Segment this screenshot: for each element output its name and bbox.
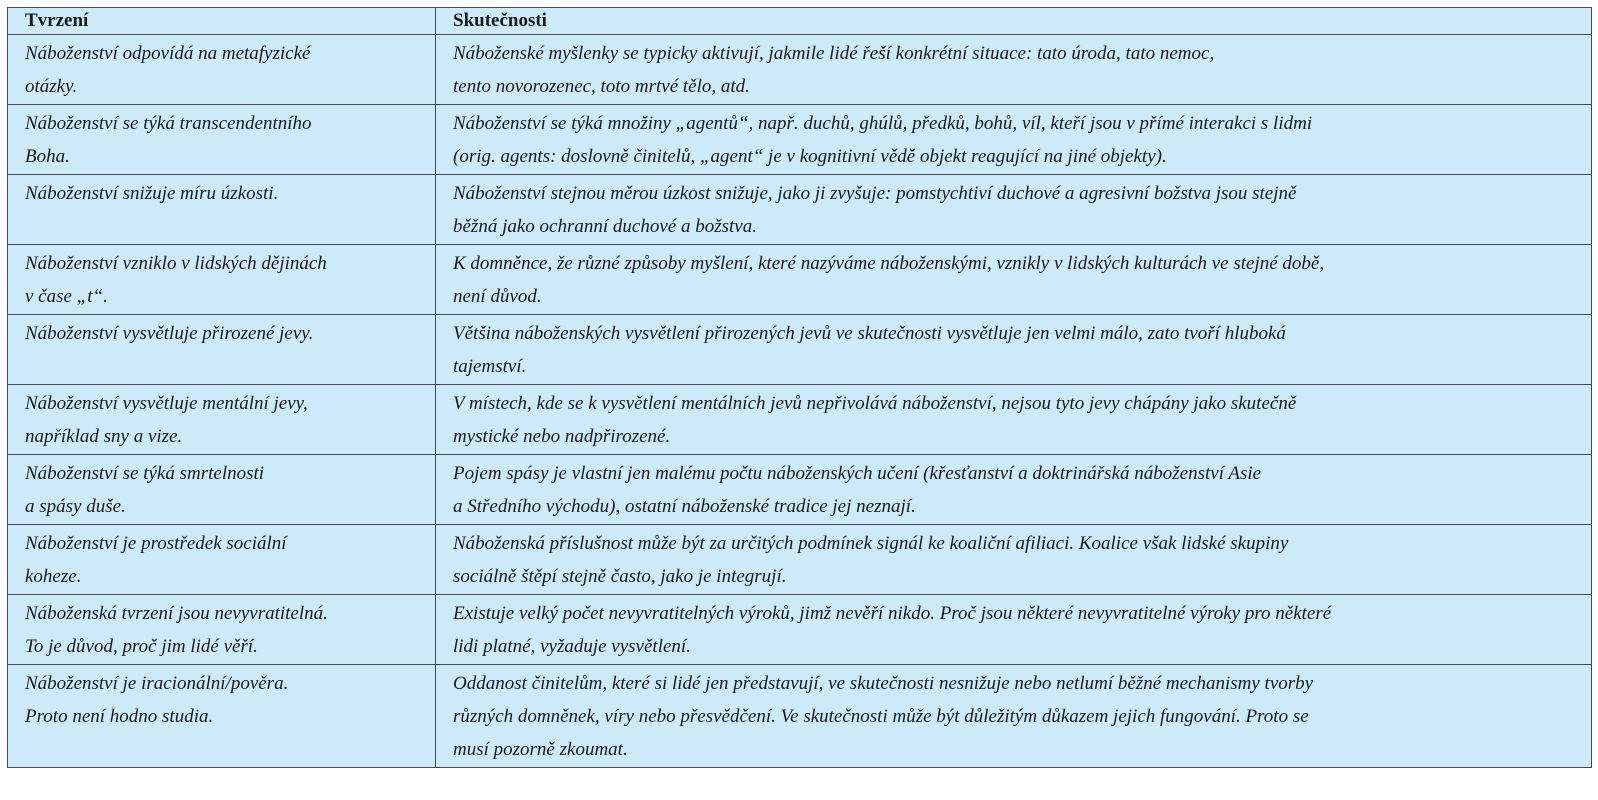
header-claims: Tvrzení (8, 8, 436, 35)
claim-text-line: Náboženství je prostředek sociální (25, 533, 287, 554)
fact-text-line: mystické nebo nadpřirozené. (453, 426, 671, 447)
fact-text-line: Náboženská příslušnost může být za určitých podmínek signál ke koaliční afiliaci. Koalice však lidské skupiny (453, 533, 1289, 554)
fact-text-line: (orig. agents: doslovně činitelů, „agent“ je v kognitivní vědě objekt reagující na jiné objekty). (453, 146, 1167, 167)
fact-text-line: lidi platné, vyžaduje vysvětlení. (453, 636, 691, 657)
fact-cell (436, 245, 1592, 315)
table-row (8, 105, 1592, 175)
table-row (8, 175, 1592, 245)
fact-text-line: Existuje velký počet nevyvratitelných výroků, jimž nevěří nikdo. Proč jsou některé nevyvratitelné výroky pro některé (453, 603, 1332, 624)
claim-cell (8, 35, 436, 105)
fact-text-line: sociálně štěpí stejně často, jako je integrují. (453, 566, 787, 587)
fact-text-line: běžná jako ochranní duchové a božstva. (453, 216, 757, 237)
fact-text-line: K domněnce, že různé způsoby myšlení, které nazýváme náboženskými, vznikly v lidských kulturách ve stejné době, (453, 253, 1325, 274)
claim-cell (8, 245, 436, 315)
fact-cell (436, 665, 1592, 768)
fact-text-line: Pojem spásy je vlastní jen malému počtu náboženských učení (křesťanství a doktrinářská náboženství Asie (453, 463, 1262, 484)
claim-text-line: koheze. (25, 566, 82, 587)
claim-cell (8, 315, 436, 385)
fact-cell (436, 175, 1592, 245)
fact-text-line: Většina náboženských vysvětlení přirozených jevů ve skutečnosti vysvětluje jen velmi málo, zato tvoří hluboká (453, 323, 1286, 344)
fact-text-line: Náboženské myšlenky se typicky aktivují, jakmile lidé řeší konkrétní situace: tato úroda, tato nemoc, (453, 43, 1215, 64)
claim-text-line: Náboženství je iracionální/pověra. (25, 673, 289, 694)
claim-text-line: Náboženství vzniklo v lidských dějinách (25, 253, 327, 274)
fact-text-line: Oddanost činitelům, které si lidé jen představují, ve skutečnosti nesnižuje nebo netlumí běžné mechanismy tvorby (453, 673, 1314, 694)
claims-facts-table-wrapper (7, 7, 1591, 768)
fact-text-line: tajemství. (453, 356, 527, 377)
fact-text-line: musí pozorně zkoumat. (453, 739, 628, 760)
fact-cell (436, 595, 1592, 665)
fact-text-line: různých domněnek, víry nebo přesvědčení. Ve skutečnosti může být důležitým důkazem jejich fungování. Proto se (453, 706, 1309, 727)
fact-text-line: tento novorozenec, toto mrtvé tělo, atd. (453, 76, 750, 97)
fact-text-line: Náboženství stejnou měrou úzkost snižuje, jako ji zvyšuje: pomstychtiví duchové a agresivní božstva jsou stejně (453, 183, 1297, 204)
fact-cell (436, 315, 1592, 385)
table-row (8, 385, 1592, 455)
claim-text-line: To je důvod, proč jim lidé věří. (25, 636, 258, 657)
claim-text-line: Náboženská tvrzení jsou nevyvratitelná. (25, 603, 328, 624)
fact-cell (436, 105, 1592, 175)
claim-cell (8, 385, 436, 455)
claim-text-line: Proto není hodno studia. (25, 706, 214, 727)
claim-text-line: Náboženství snižuje míru úzkosti. (25, 183, 279, 204)
table-row (8, 665, 1592, 768)
header-facts: Skutečnosti (436, 8, 1592, 35)
claim-text-line: Boha. (25, 146, 70, 167)
table-body (8, 35, 1592, 768)
claim-text-line: například sny a vize. (25, 426, 183, 447)
claim-text-line: v čase „t“. (25, 286, 108, 307)
table-row (8, 525, 1592, 595)
fact-text-line: a Středního východu), ostatní náboženské tradice jej neznají. (453, 496, 916, 517)
fact-text-line: není důvod. (453, 286, 542, 307)
claims-facts-table (7, 7, 1592, 768)
claim-text-line: Náboženství se týká transcendentního (25, 113, 312, 134)
claim-text-line: otázky. (25, 76, 78, 97)
fact-text-line: Náboženství se týká množiny „agentů“, např. duchů, ghúlů, předků, bohů, víl, kteří jsou v přímé interakci s lidmi (453, 113, 1313, 134)
claim-cell (8, 665, 436, 768)
fact-text-line: V místech, kde se k vysvětlení mentálních jevů nepřivolává náboženství, nejsou tyto jevy chápány jako skutečně (453, 393, 1297, 414)
claim-cell (8, 455, 436, 525)
fact-cell (436, 35, 1592, 105)
claim-text-line: Náboženství vysvětluje přirozené jevy. (25, 323, 314, 344)
table-row (8, 315, 1592, 385)
fact-cell (436, 525, 1592, 595)
table-row (8, 35, 1592, 105)
claim-text-line: Náboženství se týká smrtelnosti (25, 463, 265, 484)
claim-cell (8, 525, 436, 595)
table-row (8, 595, 1592, 665)
table-row (8, 245, 1592, 315)
claim-cell (8, 105, 436, 175)
claim-cell (8, 175, 436, 245)
claim-text-line: a spásy duše. (25, 496, 126, 517)
table-row (8, 455, 1592, 525)
fact-cell (436, 385, 1592, 455)
table-header-row (8, 8, 1592, 35)
claim-text-line: Náboženství vysvětluje mentální jevy, (25, 393, 308, 414)
fact-cell (436, 455, 1592, 525)
claim-text-line: Náboženství odpovídá na metafyzické (25, 43, 311, 64)
claim-cell (8, 595, 436, 665)
